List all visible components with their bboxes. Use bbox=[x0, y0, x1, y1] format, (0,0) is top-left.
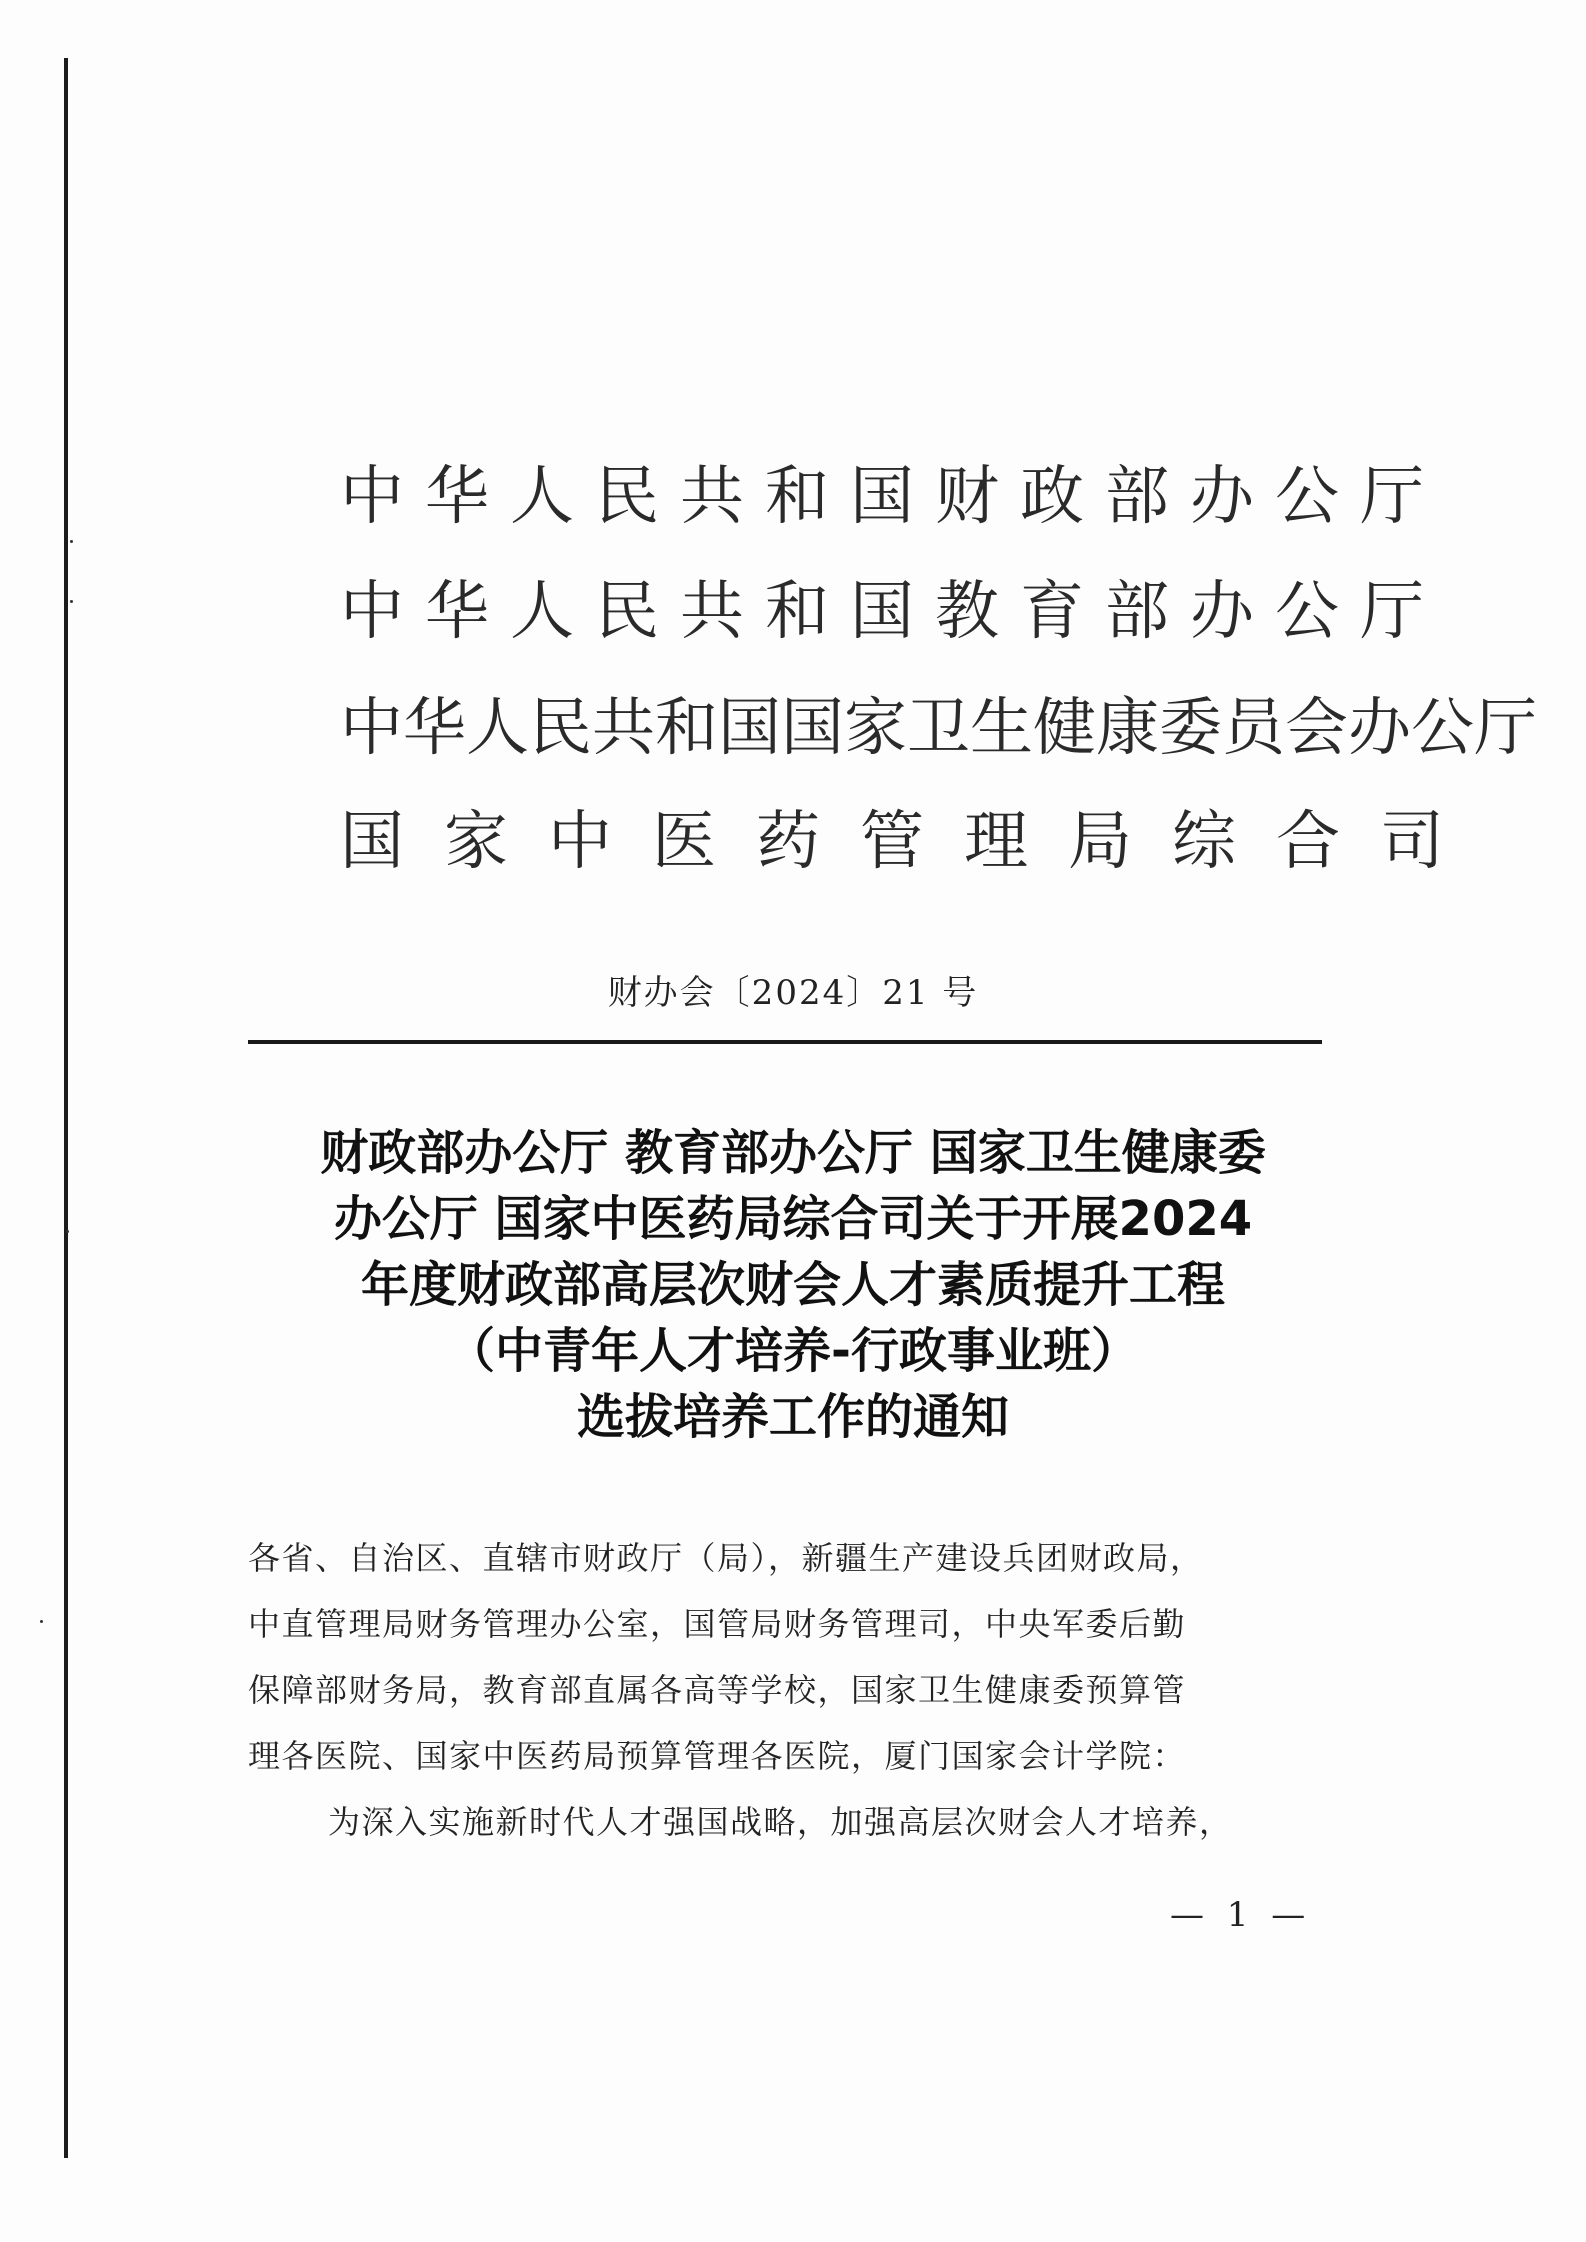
recipients-line: 保障部财务局，教育部直属各高等学校，国家卫生健康委预算管 bbox=[248, 1671, 1187, 1709]
header-separator-line bbox=[248, 1040, 1322, 1044]
authority-line: 中华人民共和国财政部办公厅 bbox=[340, 460, 1445, 534]
scan-edge-line bbox=[64, 58, 68, 2158]
document-number: 财办会〔2024〕21 号 bbox=[607, 973, 979, 1013]
title-line: 年度财政部高层次财会人才素质提升工程 bbox=[360, 1257, 1225, 1313]
title-line: 办公厅 国家中医药局综合司关于开展2024 bbox=[333, 1191, 1253, 1247]
scan-speck bbox=[70, 540, 73, 543]
scan-speck bbox=[40, 1620, 43, 1623]
title-line: 选拔培养工作的通知 bbox=[576, 1389, 1009, 1445]
recipients-line: 各省、自治区、直辖市财政厅（局），新疆生产建设兵团财政局， bbox=[248, 1539, 1204, 1577]
scan-speck bbox=[66, 1230, 69, 1233]
document-title bbox=[230, 1120, 1356, 1450]
authority-line: 国家中医药管理局综合司 bbox=[340, 805, 1484, 879]
scan-speck bbox=[70, 600, 73, 603]
document-body bbox=[248, 1525, 1338, 1855]
authority-line: 中华人民共和国教育部办公厅 bbox=[340, 575, 1445, 649]
title-line: 财政部办公厅 教育部办公厅 国家卫生健康委 bbox=[320, 1125, 1266, 1181]
issuing-authorities bbox=[340, 440, 1537, 900]
page-number: — 1 — bbox=[1170, 1895, 1312, 1935]
recipients-line: 中直管理局财务管理办公室，国管局财务管理司，中央军委后勤 bbox=[248, 1605, 1187, 1643]
recipients-line: 理各医院、国家中医药局预算管理各医院，厦门国家会计学院： bbox=[248, 1737, 1187, 1775]
authority-line: 中华人民共和国国家卫生健康委员会办公厅 bbox=[340, 691, 1537, 764]
title-line: （中青年人才培养-行政事业班） bbox=[447, 1323, 1139, 1379]
body-paragraph-line: 为深入实施新时代人才强国战略，加强高层次财会人才培养， bbox=[328, 1803, 1233, 1841]
